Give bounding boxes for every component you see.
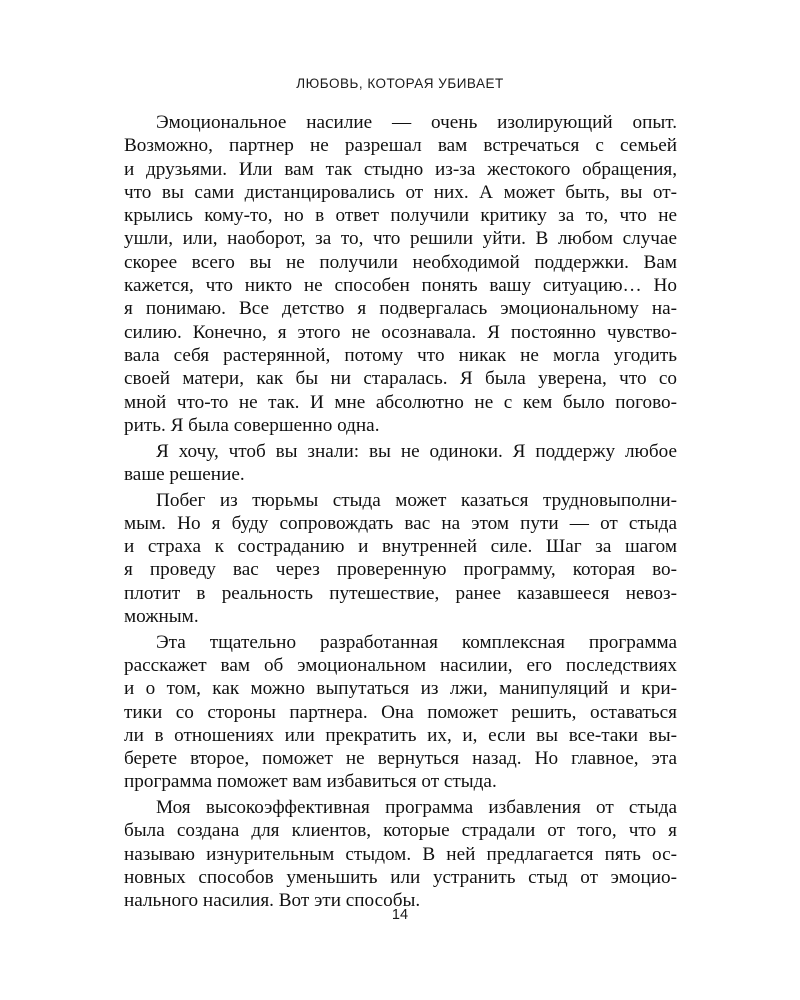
paragraph [124,796,677,912]
text-line: была создана для клиентов, которые страдали от того, что я [124,820,677,842]
text-line: рить. Я была совершенно одна. [124,414,380,436]
text-line: Эмоциональное насилие — очень изолирующий опыт. [156,112,677,133]
text-line: ли в отношениях или прекратить их, и, если вы все-таки вы- [124,724,677,746]
text-line: Побег из тюрьмы стыда может казаться трудновыполни- [156,489,677,511]
text-line: и страха к состраданию и внутренней силе. Шаг за шагом [124,536,677,558]
paragraph [124,631,677,794]
text-line: силию. Конечно, я этого не осознавала. Я постоянно чувство- [124,321,677,343]
text-line: Моя высокоэффективная программа избавления от стыда [156,797,677,819]
running-head-title: ЛЮБОВЬ, КОТОРАЯ УБИВАЕТ [296,76,504,91]
text-line: крылись кому-то, но в ответ получили критику за то, что не [124,205,677,227]
paragraph [124,489,677,629]
text-line: можным. [124,606,199,628]
paragraph [124,111,677,437]
body-text [124,111,677,915]
text-line: расскажет вам об эмоциональном насилии, его последствиях [124,655,677,676]
text-line: вала себя растерянной, потому что никак не могла угодить [124,344,677,366]
text-line: мым. Но я буду сопровождать вас на этом пути — от стыда [124,512,677,534]
text-line: Эта тщательно разработанная комплексная программа [156,631,677,653]
text-line: называю изнурительным стыдом. В ней предлагается пять ос- [124,843,677,865]
text-line: что вы сами дистанцировались от них. А может быть, вы от- [124,181,677,203]
text-line: плотит в реальность путешествие, ранее казавшееся невоз- [124,582,677,604]
text-line: ваше решение. [124,463,245,485]
text-line: я понимаю. Все детство я подвергалась эмоциональному на- [124,298,677,320]
text-line: Возможно, партнер не разрешал вам встречаться с семьей [124,135,677,157]
text-line: Я хочу, чтоб вы знали: вы не одиноки. Я поддержу любое [156,440,677,462]
text-line: и о том, как можно выпутаться из лжи, манипуляций и кри- [124,678,677,700]
text-line: кажется, что никто не способен понять вашу ситуацию… Но [124,275,677,297]
text-line: мной что-то не так. И мне абсолютно не с кем было погово- [124,391,677,413]
text-line: своей матери, как бы ни старалась. Я была уверена, что со [124,368,677,390]
text-line: берете второе, поможет не вернуться назад. Но главное, эта [124,748,677,770]
text-line: и друзьями. Или вам так стыдно из-за жестокого обращения, [124,158,677,180]
paragraph [124,440,677,487]
page-number: 14 [391,907,409,923]
text-line: нального насилия. Вот эти способы. [124,890,421,912]
text-line: скорее всего вы не получили необходимой поддержки. Вам [124,251,677,273]
text-line: программа поможет вам избавиться от стыда. [124,771,497,793]
text-line: тики со стороны партнера. Она поможет решить, оставаться [124,701,677,723]
text-line: новных способов уменьшить или устранить стыд от эмоцио- [124,867,677,889]
text-line: ушли, или, наоборот, за то, что решили уйти. В любом случае [124,228,677,250]
text-line: я проведу вас через проверенную программу, которая во- [124,559,677,581]
